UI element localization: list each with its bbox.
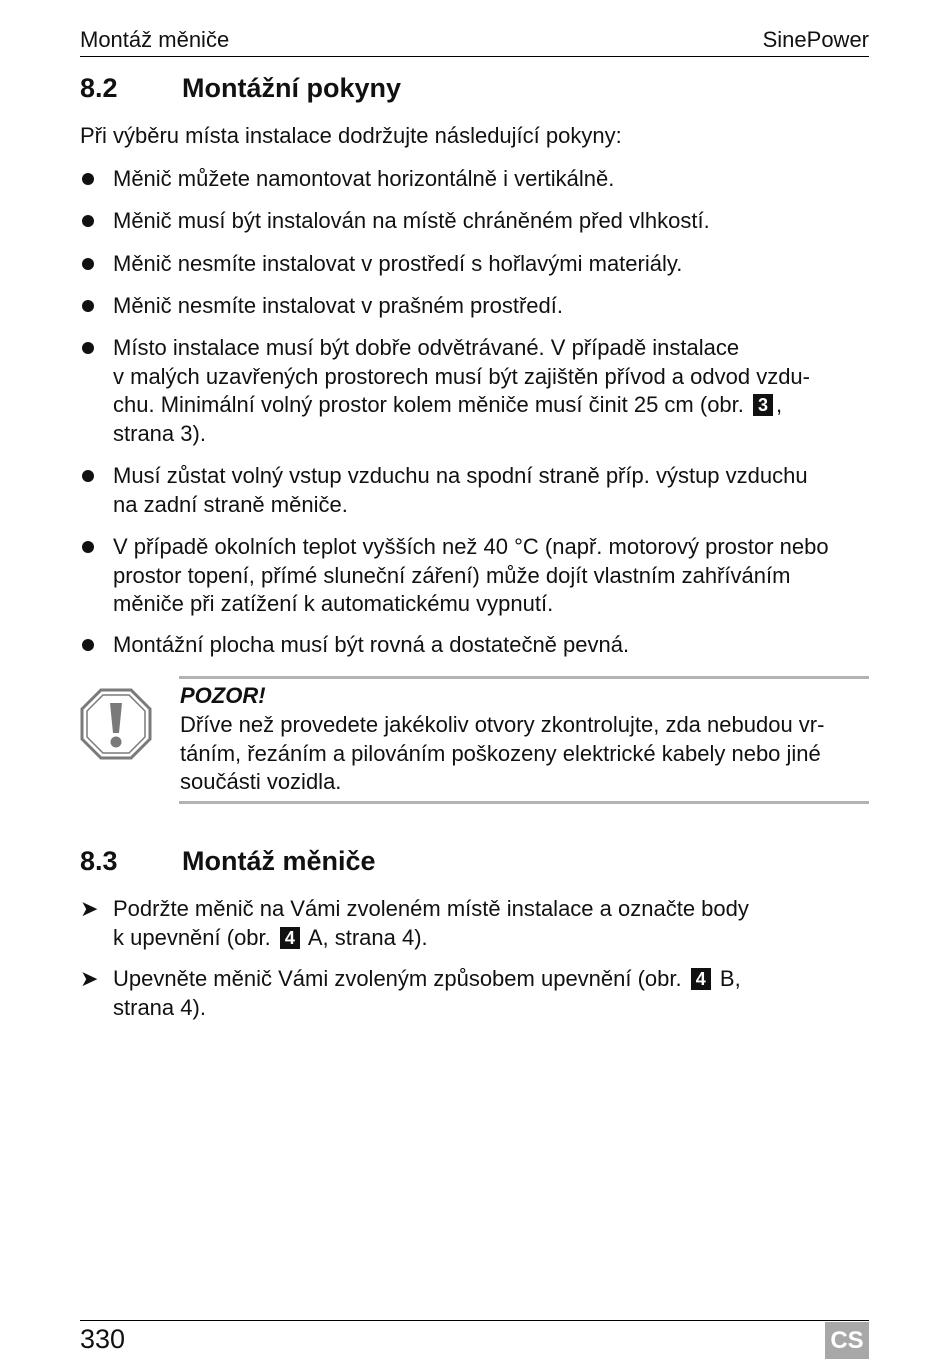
bullet-dot [80, 462, 113, 519]
bullet-dot [80, 334, 113, 448]
warning-text: Dříve než provedete jakékoliv otvory zkontrolujte, zda nebudou vr- táním, řezáním a pilováním poškozeny elektrické kabely nebo jiné součásti vozidla. [180, 712, 825, 794]
bullet-dot [80, 165, 113, 194]
footer-rule [80, 1320, 869, 1321]
bullet-dot [80, 207, 113, 236]
intro-paragraph: Při výběru místa instalace dodržujte následující pokyny: [80, 123, 622, 148]
figure-reference: 4 [280, 927, 300, 949]
section-heading-8-3 [80, 846, 376, 877]
exclamation-octagon-icon [80, 688, 152, 760]
arrow-right-icon: ➤ [80, 896, 99, 921]
running-header-left: Montáž měniče [80, 27, 230, 52]
list-item: Montážní plocha musí být rovná a dostatečně pevná. [80, 631, 870, 660]
instruction-step: ➤ Podržte měnič na Vámi zvoleném místě instalace a označte body k upevnění (obr. 4 A, strana 4). [80, 896, 749, 950]
list-item: V případě okolních teplot vyšších než 40 °C (např. motorový prostor nebo prostor topení, přímé sluneční záření) může dojít vlastním zahříváním měniče při zatížení k automatickému vypnutí. [80, 533, 870, 619]
list-item: Měnič můžete namontovat horizontálně i vertikálně. [80, 165, 870, 194]
language-badge: CS [825, 1322, 869, 1359]
bullet-dot [80, 250, 113, 279]
section-number: 8.3 [80, 846, 118, 876]
running-header-right: SinePower [762, 27, 869, 52]
list-item: Musí zůstat volný vstup vzduchu na spodní straně příp. výstup vzduchu na zadní straně měniče. [80, 462, 870, 519]
section-title: Montážní pokyny [182, 73, 402, 103]
list-item: Místo instalace musí být dobře odvětrávané. V případě instalace v malých uzavřených prostorech musí být zajištěn přívod a odvod vzdu- chu. Minimální volný prostor kolem měniče musí činit 25 cm (obr. 3 , strana 3). [80, 334, 870, 448]
warning-top-rule [179, 676, 869, 679]
list-item: Měnič nesmíte instalovat v prašném prostředí. [80, 292, 870, 321]
section-number: 8.2 [80, 73, 118, 103]
warning-title: POZOR! [180, 683, 266, 708]
list-item: Měnič nesmíte instalovat v prostředí s hořlavými materiály. [80, 250, 870, 279]
figure-reference: 3 [753, 394, 773, 416]
figure-reference: 4 [691, 968, 711, 990]
bullet-dot [80, 533, 113, 619]
bullet-dot [80, 631, 113, 660]
instruction-step: ➤ Upevněte měnič Vámi zvoleným způsobem upevnění (obr. 4 B, strana 4). [80, 966, 741, 1020]
page-number: 330 [80, 1324, 126, 1354]
warning-bottom-rule [179, 801, 869, 804]
header-rule [80, 56, 869, 57]
bullet-dot [80, 292, 113, 321]
arrow-right-icon: ➤ [80, 966, 99, 991]
section-heading-8-2 [80, 73, 401, 104]
section-title: Montáž měniče [182, 846, 376, 876]
list-item: Měnič musí být instalován na místě chráněném před vlhkostí. [80, 207, 870, 236]
